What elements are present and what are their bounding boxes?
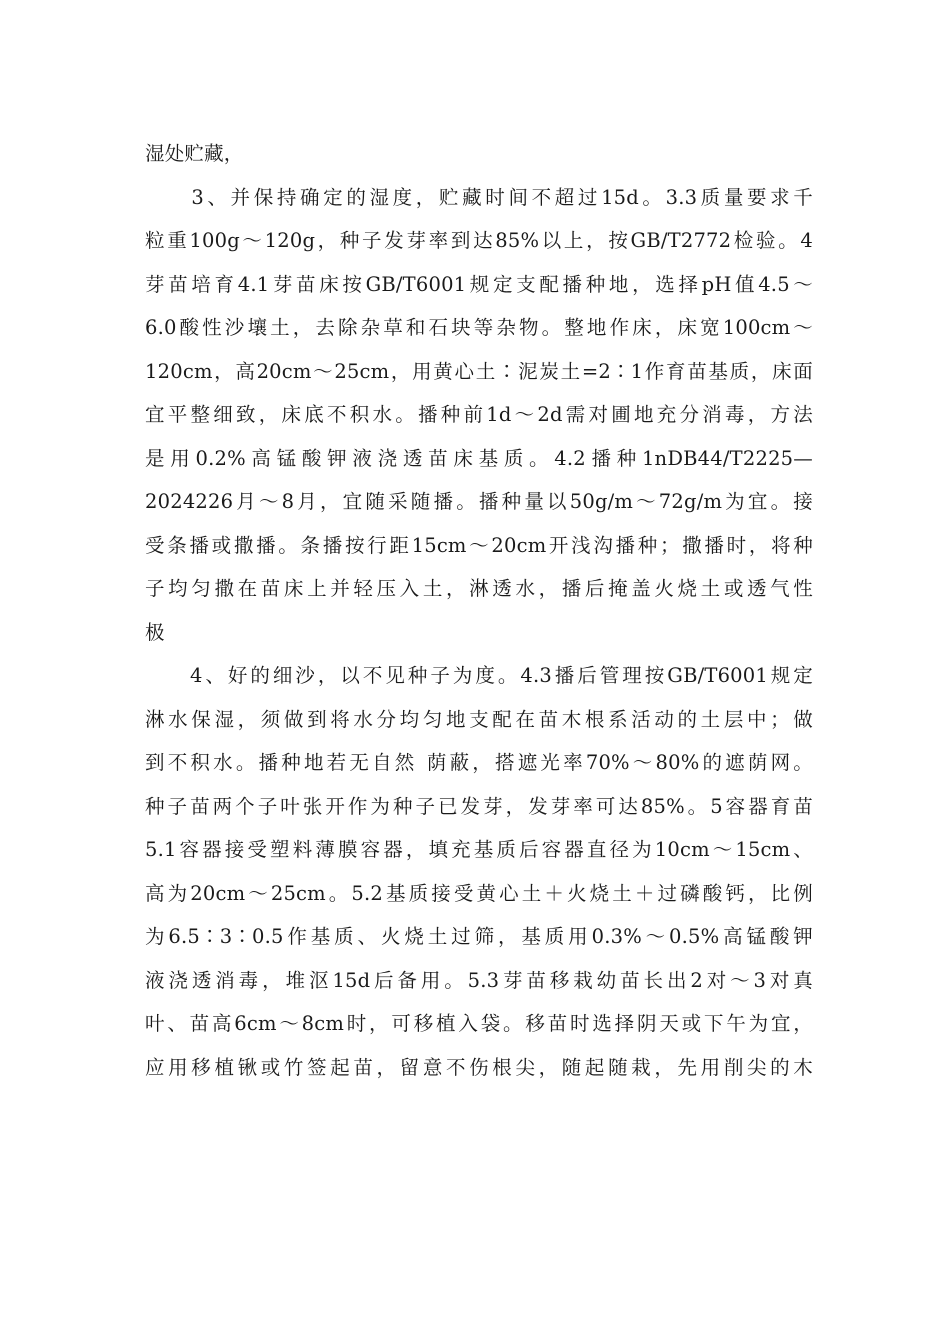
text-line: 湿处贮藏， — [145, 142, 244, 165]
text-line: 是用0.2%高锰酸钾液浇透苗床基质。4.2播种1nDB44/T2225— — [145, 446, 813, 470]
text-line: 芽苗培育4.1芽苗床按GB/T6001规定支配播种地，选择pH值4.5～ — [145, 272, 813, 296]
text-line: 淋水保湿，须做到将水分均匀地支配在苗木根系活动的土层中；做 — [145, 707, 813, 731]
text-line: 5.1容器接受塑料薄膜容器，填充基质后容器直径为10cm～15cm、 — [145, 838, 813, 861]
text-line: 种子苗两个子叶张开作为种子已发芽，发芽率可达85%。5容器育苗 — [145, 794, 813, 818]
text-line: 应用移植锹或竹签起苗，留意不伤根尖，随起随栽，先用削尖的木 — [145, 1055, 813, 1079]
text-line: 液浇透消毒，堆沤15d后备用。5.3芽苗移栽幼苗长出2对～3对真 — [145, 968, 813, 992]
text-line: 为6.5∶3∶0.5作基质、火烧土过筛，基质用0.3%～0.5%高锰酸钾 — [145, 925, 813, 948]
text-line: 受条播或撒播。条播按行距15cm～20cm开浅沟播种；撒播时，将种 — [145, 533, 813, 557]
text-line: 2024226月～8月，宜随采随播。播种量以50g/m～72g/m为宜。接 — [145, 490, 813, 513]
text-line: 6.0酸性沙壤土，去除杂草和石块等杂物。整地作床，床宽100cm～ — [145, 316, 813, 339]
text-line: 极 — [145, 620, 165, 644]
body-text — [145, 132, 813, 1089]
text-line: 高为20cm～25cm。5.2基质接受黄心土＋火烧土＋过磷酸钙，比例 — [145, 881, 813, 905]
text-line: 3、并保持确定的湿度，贮藏时间不超过15d。3.3质量要求千 — [145, 185, 813, 209]
text-line: 叶、苗高6cm～8cm时，可移植入袋。移苗时选择阴天或下午为宜， — [145, 1012, 813, 1035]
text-line: 120cm，高20cm～25cm，用黄心土∶泥炭土=2∶1作育苗基质，床面 — [145, 359, 813, 383]
text-line: 到不积水。播种地若无自然 荫蔽，搭遮光率70%～80%的遮荫网。 — [145, 751, 813, 774]
text-line: 宜平整细致，床底不积水。播种前1d～2d需对圃地充分消毒，方法 — [145, 403, 813, 426]
text-line: 4、好的细沙，以不见种子为度。4.3播后管理按GB/T6001规定 — [145, 664, 813, 687]
text-line: 子均匀撒在苗床上并轻压入土，淋透水，播后掩盖火烧土或透气性 — [145, 577, 813, 600]
text-line: 粒重100g～120g，种子发芽率到达85%以上，按GB/T2772检验。4 — [145, 229, 813, 252]
